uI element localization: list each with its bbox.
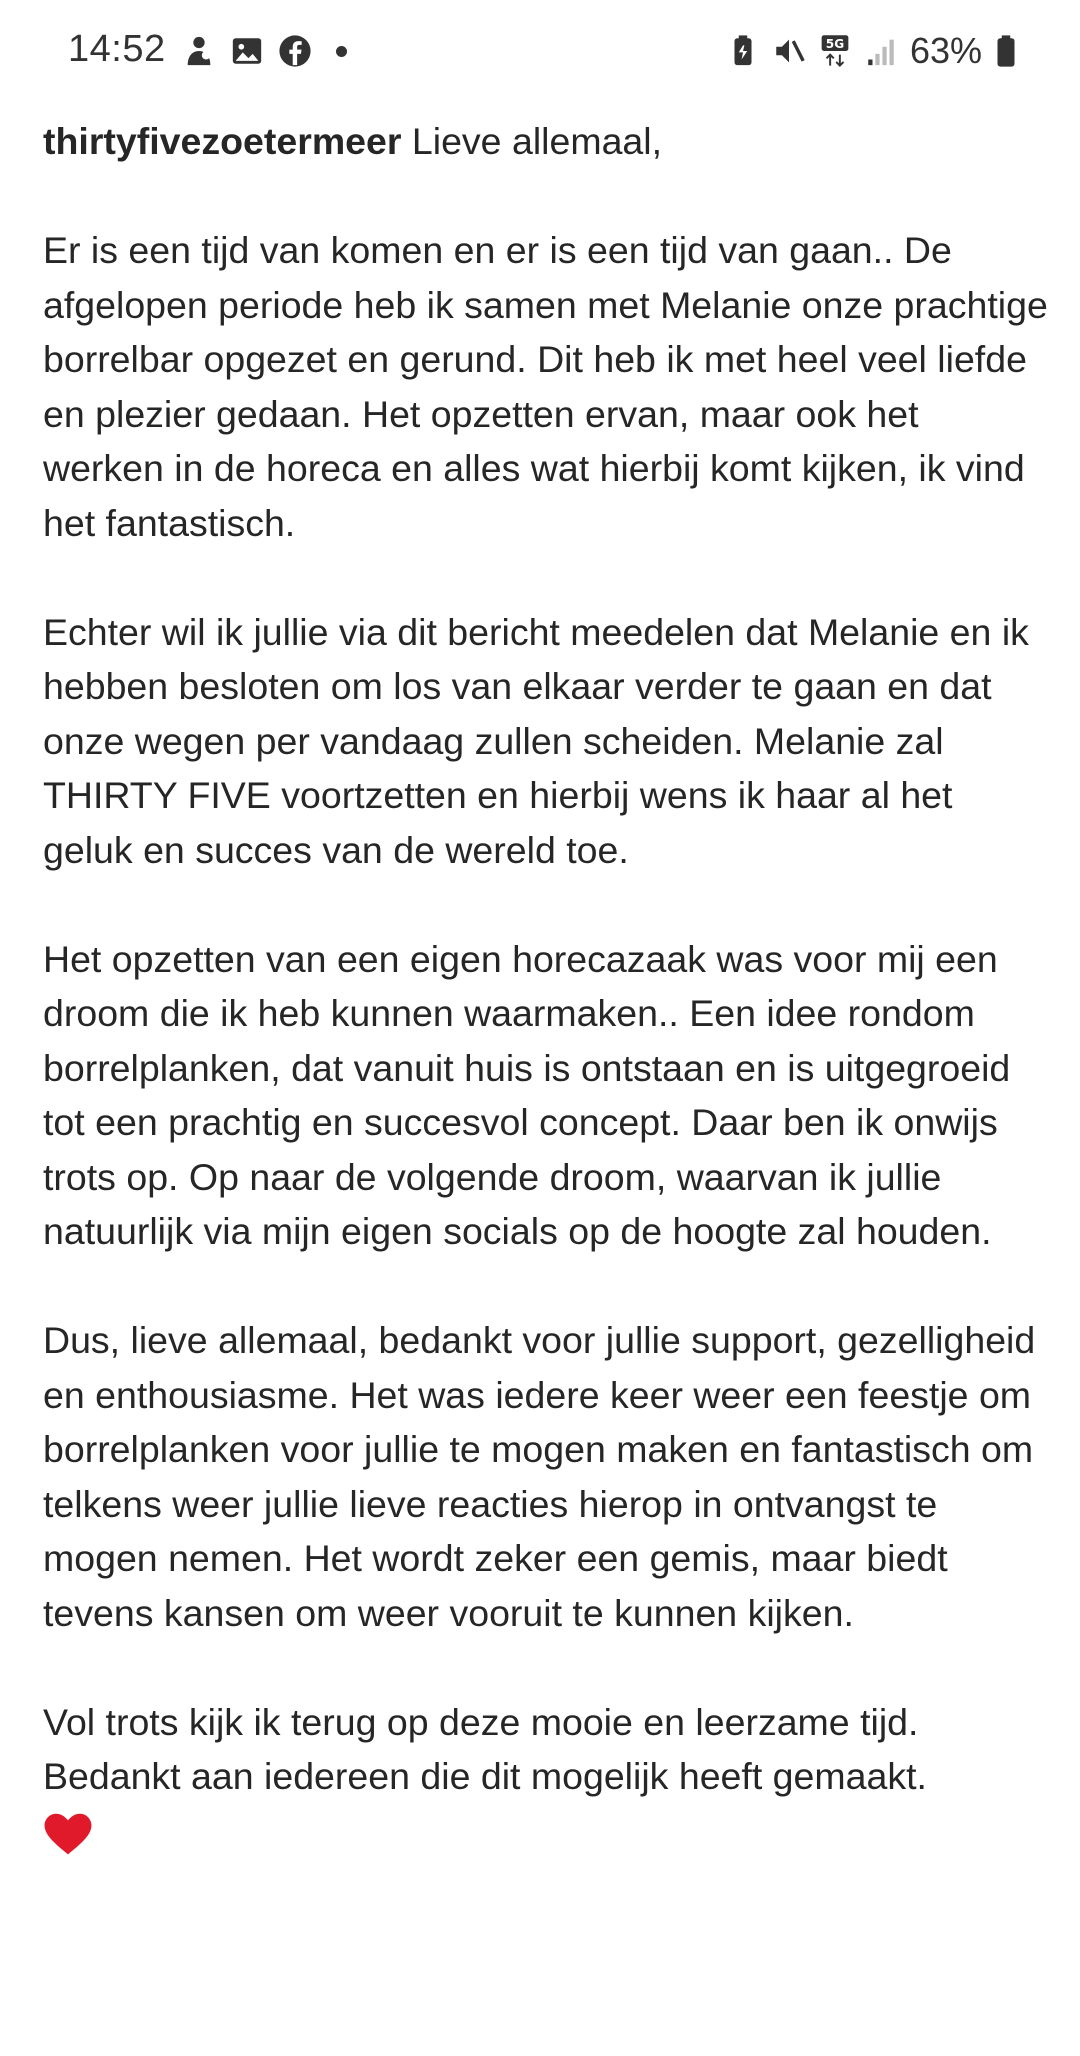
svg-text:5G: 5G (825, 36, 845, 51)
person-icon (182, 34, 216, 68)
notification-icons (182, 34, 347, 68)
status-time: 14:52 (68, 28, 166, 70)
caption-opening: Lieve allemaal, (411, 120, 663, 162)
battery-icon (994, 34, 1018, 68)
image-icon (230, 34, 264, 68)
red-heart-icon (43, 1812, 93, 1856)
caption-opening-line (43, 114, 1048, 169)
notification-dot-icon (336, 46, 347, 57)
caption-paragraph: Er is een tijd van komen en er is een tijd van gaan.. De afgelopen periode heb ik samen met Melanie onze prachtige borrelbar opgezet en gerund. Dit heb ik met heel veel liefde en plezier gedaan. Het opzetten ervan, maar ook het werken in de horeca en alles wat hierbij komt kijken, ik vind het fantastisch. (43, 229, 1048, 544)
username-link[interactable]: thirtyfivezoetermeer (43, 120, 402, 162)
facebook-icon (278, 34, 312, 68)
caption-paragraph: Dus, lieve allemaal, bedankt voor jullie support, gezelligheid en enthousiasme. Het was iedere keer weer een feestje om borrelplanken voor jullie te mogen maken en fantastisch om telkens weer jullie lieve reacties hierop in ontvangst te mogen nemen. Het wordt zeker een gemis, maar biedt tevens kansen om weer vooruit te kunnen kijken. (43, 1319, 1036, 1634)
system-icons (726, 30, 1018, 72)
battery-saver-icon (726, 34, 760, 68)
caption-paragraph-text: Vol trots kijk ik terug op deze mooie en leerzame tijd. Bedankt aan iedereen die dit mogelijk heeft gemaakt. (43, 1700, 927, 1797)
caption-paragraph: Echter wil ik jullie via dit bericht meedelen dat Melanie en ik hebben besloten om los van elkaar verder te gaan en dat onze wegen per vandaag zullen scheiden. Melanie zal THIRTY FIVE voortzetten en hierbij wens ik haar al het geluk en succes van de wereld toe. (43, 610, 1029, 871)
post-caption (43, 114, 1048, 1858)
5g-network-icon (818, 34, 852, 68)
mute-icon (772, 34, 806, 68)
battery-percent: 63% (909, 30, 982, 71)
caption-paragraph: Het opzetten van een eigen horecazaak was voor mij een droom die ik heb kunnen waarmaken.. Een idee rondom borrelplanken, dat vanuit huis is ontstaan en is uitgegroeid tot een prachtig en succesvol concept. Daar ben ik onwijs trots op. Op naar de volgende droom, waarvan ik jullie natuurlijk via mijn eigen socials op de hoogte zal houden. (43, 937, 1011, 1252)
caption-paragraph-last (43, 1695, 1048, 1859)
signal-bars-icon (864, 34, 898, 68)
status-bar (0, 0, 1080, 100)
